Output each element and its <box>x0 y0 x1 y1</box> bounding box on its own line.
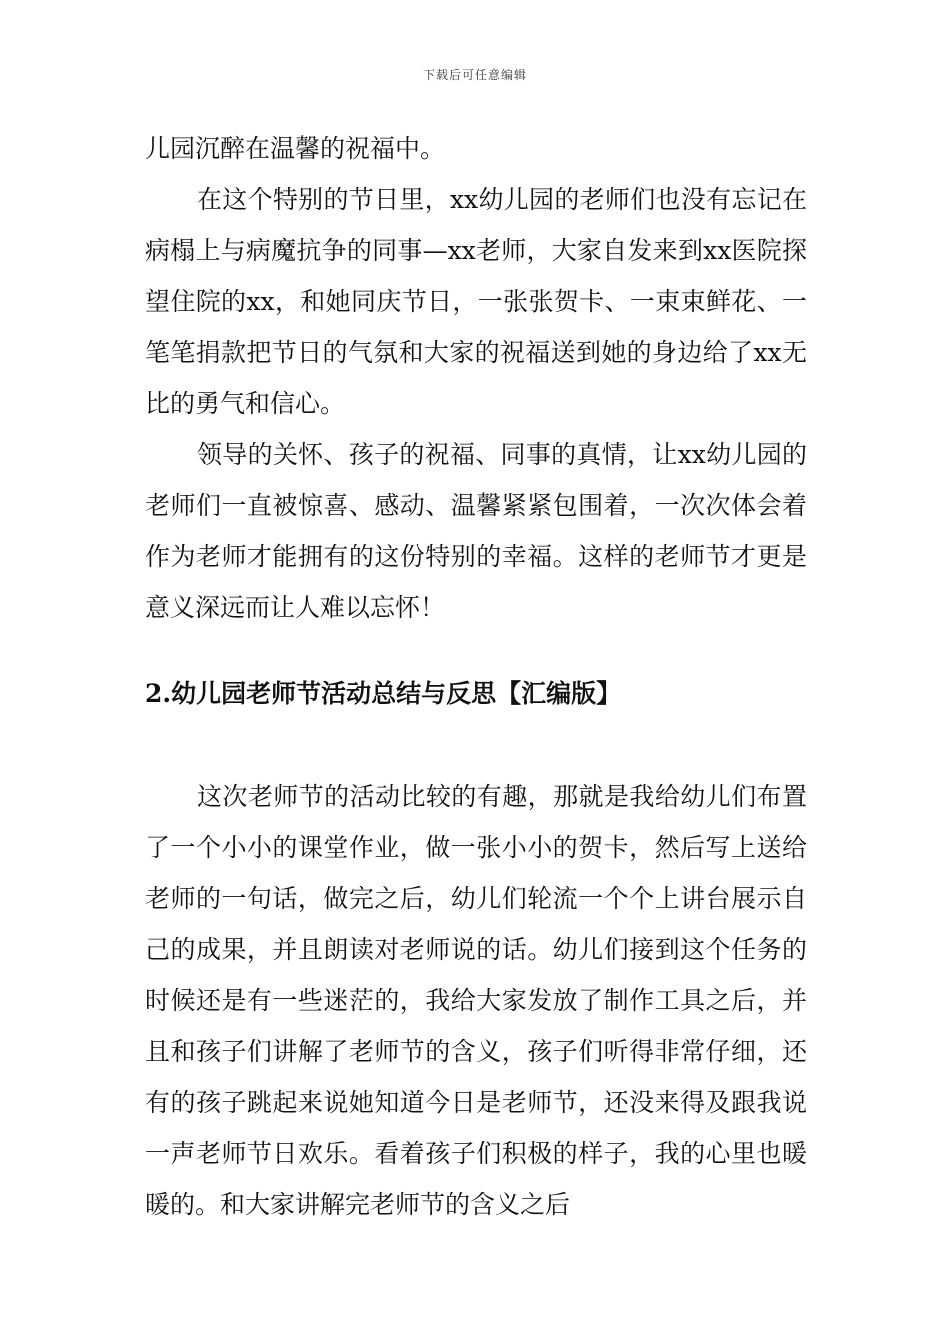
paragraph-activity-summary: 这次老师节的活动比较的有趣，那就是我给幼儿们布置了一个小小的课堂作业，做一张小小的贺卡，然后写上送给老师的一句话，做完之后，幼儿们轮流一个个上讲台展示自己的成果，并且朗读对老师说的话。幼儿们接到这个任务的时候还是有一些迷茫的，我给大家发放了制作工具之后，并且和孩子们讲解了老师节的含义，孩子们听得非常仔细，还有的孩子跳起来说她知道今日是老师节，还没来得及跟我说一声老师节日欢乐。看着孩子们积极的样子，我的心里也暖暖的。和大家讲解完老师节的含义之后 <box>145 782 807 1219</box>
paragraph-hospital-visit: 在这个特别的节日里，xx幼儿园的老师们也没有忘记在病榻上与病魔抗争的同事—xx老师，大家自发来到xx医院探望住院的xx，和她同庆节日，一张张贺卡、一束束鲜花、一笔笔捐款把节日的气氛和大家的祝福送到她的身边给了xx无比的勇气和信心。 <box>145 185 807 418</box>
section-2-heading-block <box>145 668 807 719</box>
section-1 <box>145 123 807 633</box>
section-2-body <box>145 771 807 1230</box>
paragraph-continuation: 儿园沉醉在温馨的祝福中。 <box>145 134 446 163</box>
page-header-note: 下载后可任意编辑 <box>422 68 527 82</box>
paragraph-conclusion: 领导的关怀、孩子的祝福、同事的真情，让xx幼儿园的老师们一直被惊喜、感动、温馨紧紧包围着，一次次体会着作为老师才能拥有的这份特别的幸福。这样的老师节才更是意义深远而让人难以忘怀！ <box>145 440 807 622</box>
section-heading: 2.幼儿园老师节活动总结与反思【汇编版】 <box>145 679 622 708</box>
